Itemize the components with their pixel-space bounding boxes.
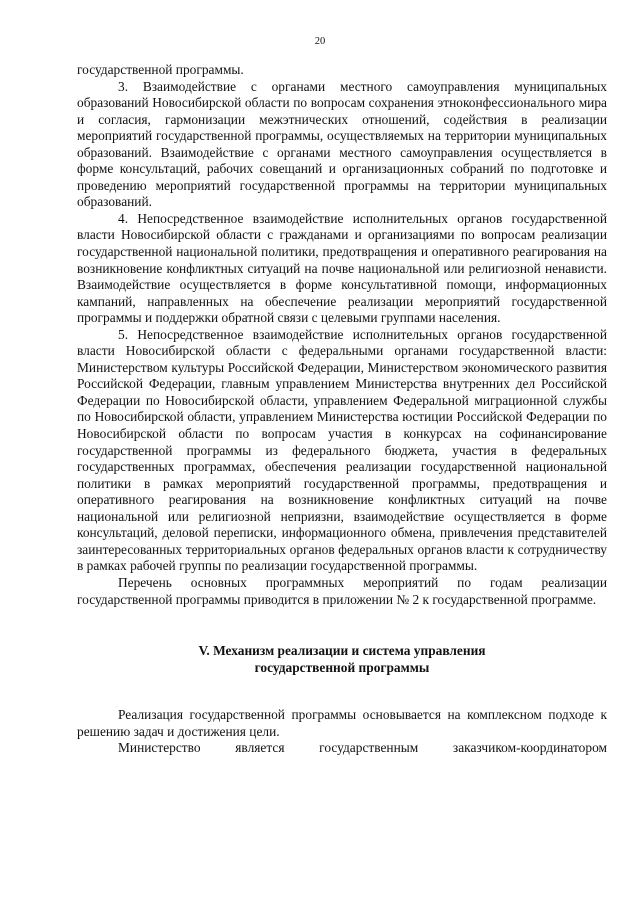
section-heading-line-1: V. Механизм реализации и система управления	[198, 643, 486, 659]
paragraph-activities-list: Перечень основных программных мероприятий по годам реализации государственной программы приводится в приложении № 2 к государственной программе.	[77, 574, 607, 607]
paragraph-item-5: 5. Непосредственное взаимодействие исполнительных органов государственной власти Новосибирской области с федеральными органами государственной власти: Министерством культуры Российской Федерации, Министерством экономического развития Российской Федерации, главным управлением Министерства внутренних дел Российской Федерации по Новосибирской области, управлением Федеральной миграционной службы по Новосибирской области, управлением Министерства юстиции Российской Федерации по Новосибирской области по вопросам участия в конкурсах на софинансирование государственной программы из федерального бюджета, участия в федеральных государственных программах, обеспечения реализации государственной национальной политики в рамках мероприятий государственной программы, предотвращения и оперативного реагирования на возникновение конфликтных ситуаций на почве национальной или религиозной неприязни, взаимодействие осуществляется в форме консультаций, деловой переписки, информационного обмена, привлечения представителей заинтересованных территориальных органов федеральных органов власти к сотрудничеству в рамках рабочей группы по реализации государственной программы.	[77, 326, 607, 574]
document-body	[77, 62, 607, 757]
section-heading-line-2: государственной программы	[254, 659, 430, 675]
paragraph-item-4: 4. Непосредственное взаимодействие исполнительных органов государственной власти Новосибирской области с гражданами и организациями по вопросам реализации государственной национальной политики, предотвращения и оперативного реагирования на возникновение конфликтных ситуаций на почве национальной или религиозной ненависти. Взаимодействие осуществляется в форме консультативной помощи, информационных кампаний, направленных на обеспечение реализации мероприятий государственной программы и поддержки обратной связи с целевыми группами населения.	[77, 210, 607, 326]
paragraph-continuation: государственной программы.	[77, 62, 244, 77]
page-number: 20	[314, 36, 326, 47]
paragraph-item-3: 3. Взаимодействие с органами местного самоуправления муниципальных образований Новосибирской области по вопросам сохранения этноконфессионального мира и согласия, гармонизации межэтнических отношений, содействия в реализации мероприятий государственной программы, осуществляемых на территории муниципальных образований. Взаимодействие с органами местного самоуправления осуществляется в форме консультаций, рабочих совещаний и организационных собраний по подготовке и проведению мероприятий государственной программы на территории муниципальных образований.	[77, 78, 607, 210]
section-heading	[77, 643, 607, 676]
paragraph-ministry: Министерство является государственным заказчиком-координатором	[118, 740, 607, 756]
paragraph-implementation: Реализация государственной программы основывается на комплексном подходе к решению задач и достижения цели.	[77, 707, 607, 739]
